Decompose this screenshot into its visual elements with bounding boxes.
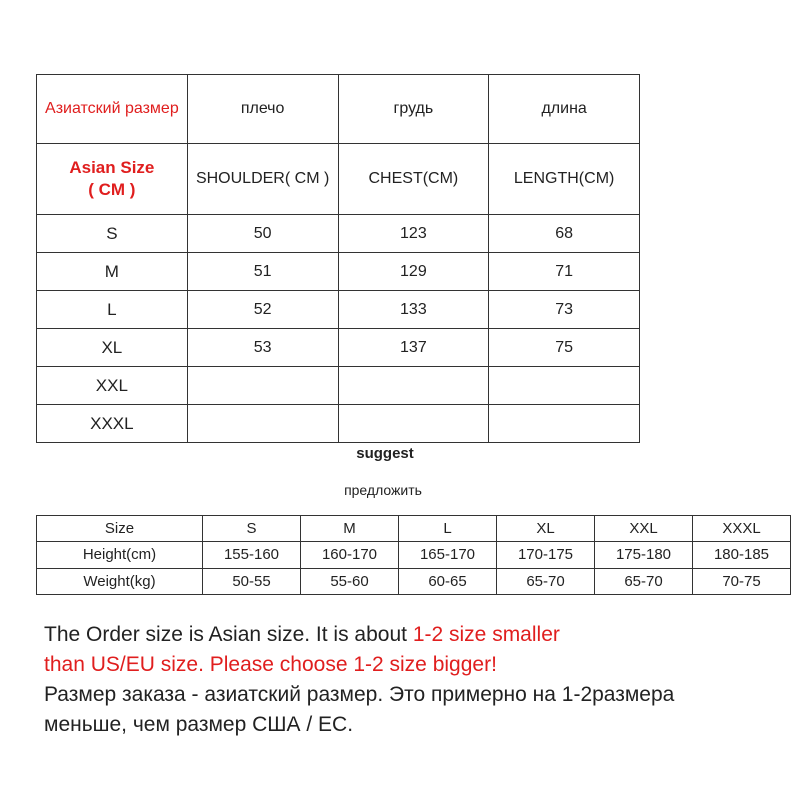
table-row <box>37 405 640 443</box>
weight-cell: Weight(kg) <box>37 568 203 594</box>
table-row <box>37 367 640 405</box>
note-en-part1: The Order size is Asian size. It is about <box>44 623 413 646</box>
suggest-header-cell: XXL <box>595 516 693 542</box>
suggest-header-cell: S <box>203 516 301 542</box>
header-row-en <box>37 144 640 215</box>
length-cell: 73 <box>489 291 640 329</box>
header-size-en <box>37 144 188 215</box>
note-en-red2: than US/EU size. Please choose 1-2 size bigger! <box>44 653 497 676</box>
header-length-ru: длина <box>489 75 640 144</box>
chest-cell <box>338 405 489 443</box>
shoulder-cell: 51 <box>187 253 338 291</box>
weight-cell: 60-65 <box>399 568 497 594</box>
suggest-header-cell: L <box>399 516 497 542</box>
header-chest-en: CHEST(CM) <box>338 144 489 215</box>
header-chest-ru: грудь <box>338 75 489 144</box>
weight-cell: 65-70 <box>497 568 595 594</box>
height-cell: 170-175 <box>497 542 595 568</box>
suggest-title: suggest <box>356 445 414 462</box>
shoulder-cell <box>187 367 338 405</box>
size-cell: XXL <box>37 367 188 405</box>
header-size-en-line2: ( CM ) <box>88 180 136 199</box>
size-cell: XL <box>37 329 188 367</box>
height-cell: 165-170 <box>399 542 497 568</box>
note-en-red1: 1-2 size smaller <box>412 623 560 646</box>
height-row <box>37 542 791 568</box>
size-cell: M <box>37 253 188 291</box>
height-cell: 155-160 <box>203 542 301 568</box>
suggest-header-cell: Size <box>37 516 203 542</box>
height-cell: 175-180 <box>595 542 693 568</box>
header-length-en: LENGTH(CM) <box>489 144 640 215</box>
header-size-en-line1: Asian Size <box>69 158 155 177</box>
weight-cell: 65-70 <box>595 568 693 594</box>
weight-row <box>37 568 791 594</box>
shoulder-cell <box>187 405 338 443</box>
header-size-ru: Азиатский размер <box>37 75 188 144</box>
length-cell <box>489 405 640 443</box>
chest-cell: 123 <box>338 215 489 253</box>
note-ru-line2: меньше, чем размер США / ЕС. <box>44 713 354 736</box>
length-cell: 68 <box>489 215 640 253</box>
chest-cell <box>338 367 489 405</box>
weight-cell: 70-75 <box>693 568 791 594</box>
note-line-1 <box>44 620 784 650</box>
suggest-header-cell: XXXL <box>693 516 791 542</box>
suggest-header-cell: M <box>301 516 399 542</box>
height-cell: 180-185 <box>693 542 791 568</box>
header-shoulder-ru: плечо <box>187 75 338 144</box>
height-cell: Height(cm) <box>37 542 203 568</box>
size-cell: XXXL <box>37 405 188 443</box>
shoulder-cell: 50 <box>187 215 338 253</box>
header-shoulder-en: SHOULDER( CM ) <box>187 144 338 215</box>
length-cell: 75 <box>489 329 640 367</box>
table-row <box>37 329 640 367</box>
table-row <box>37 253 640 291</box>
size-chart-table <box>36 74 640 440</box>
weight-cell: 55-60 <box>301 568 399 594</box>
length-cell <box>489 367 640 405</box>
chest-cell: 133 <box>338 291 489 329</box>
weight-cell: 50-55 <box>203 568 301 594</box>
size-cell: S <box>37 215 188 253</box>
suggest-table <box>36 515 791 595</box>
header-row-ru <box>37 75 640 144</box>
table-row <box>37 215 640 253</box>
shoulder-cell: 52 <box>187 291 338 329</box>
note-ru-line1: Размер заказа - азиатский размер. Это примерно на 1-2размера <box>44 683 675 706</box>
height-cell: 160-170 <box>301 542 399 568</box>
chest-cell: 129 <box>338 253 489 291</box>
suggest-header-row <box>37 516 791 542</box>
size-note <box>44 620 784 740</box>
suggest-header-cell: XL <box>497 516 595 542</box>
table-row <box>37 291 640 329</box>
chest-cell: 137 <box>338 329 489 367</box>
shoulder-cell: 53 <box>187 329 338 367</box>
suggest-title-ru: предложить <box>344 482 422 498</box>
size-cell: L <box>37 291 188 329</box>
length-cell: 71 <box>489 253 640 291</box>
